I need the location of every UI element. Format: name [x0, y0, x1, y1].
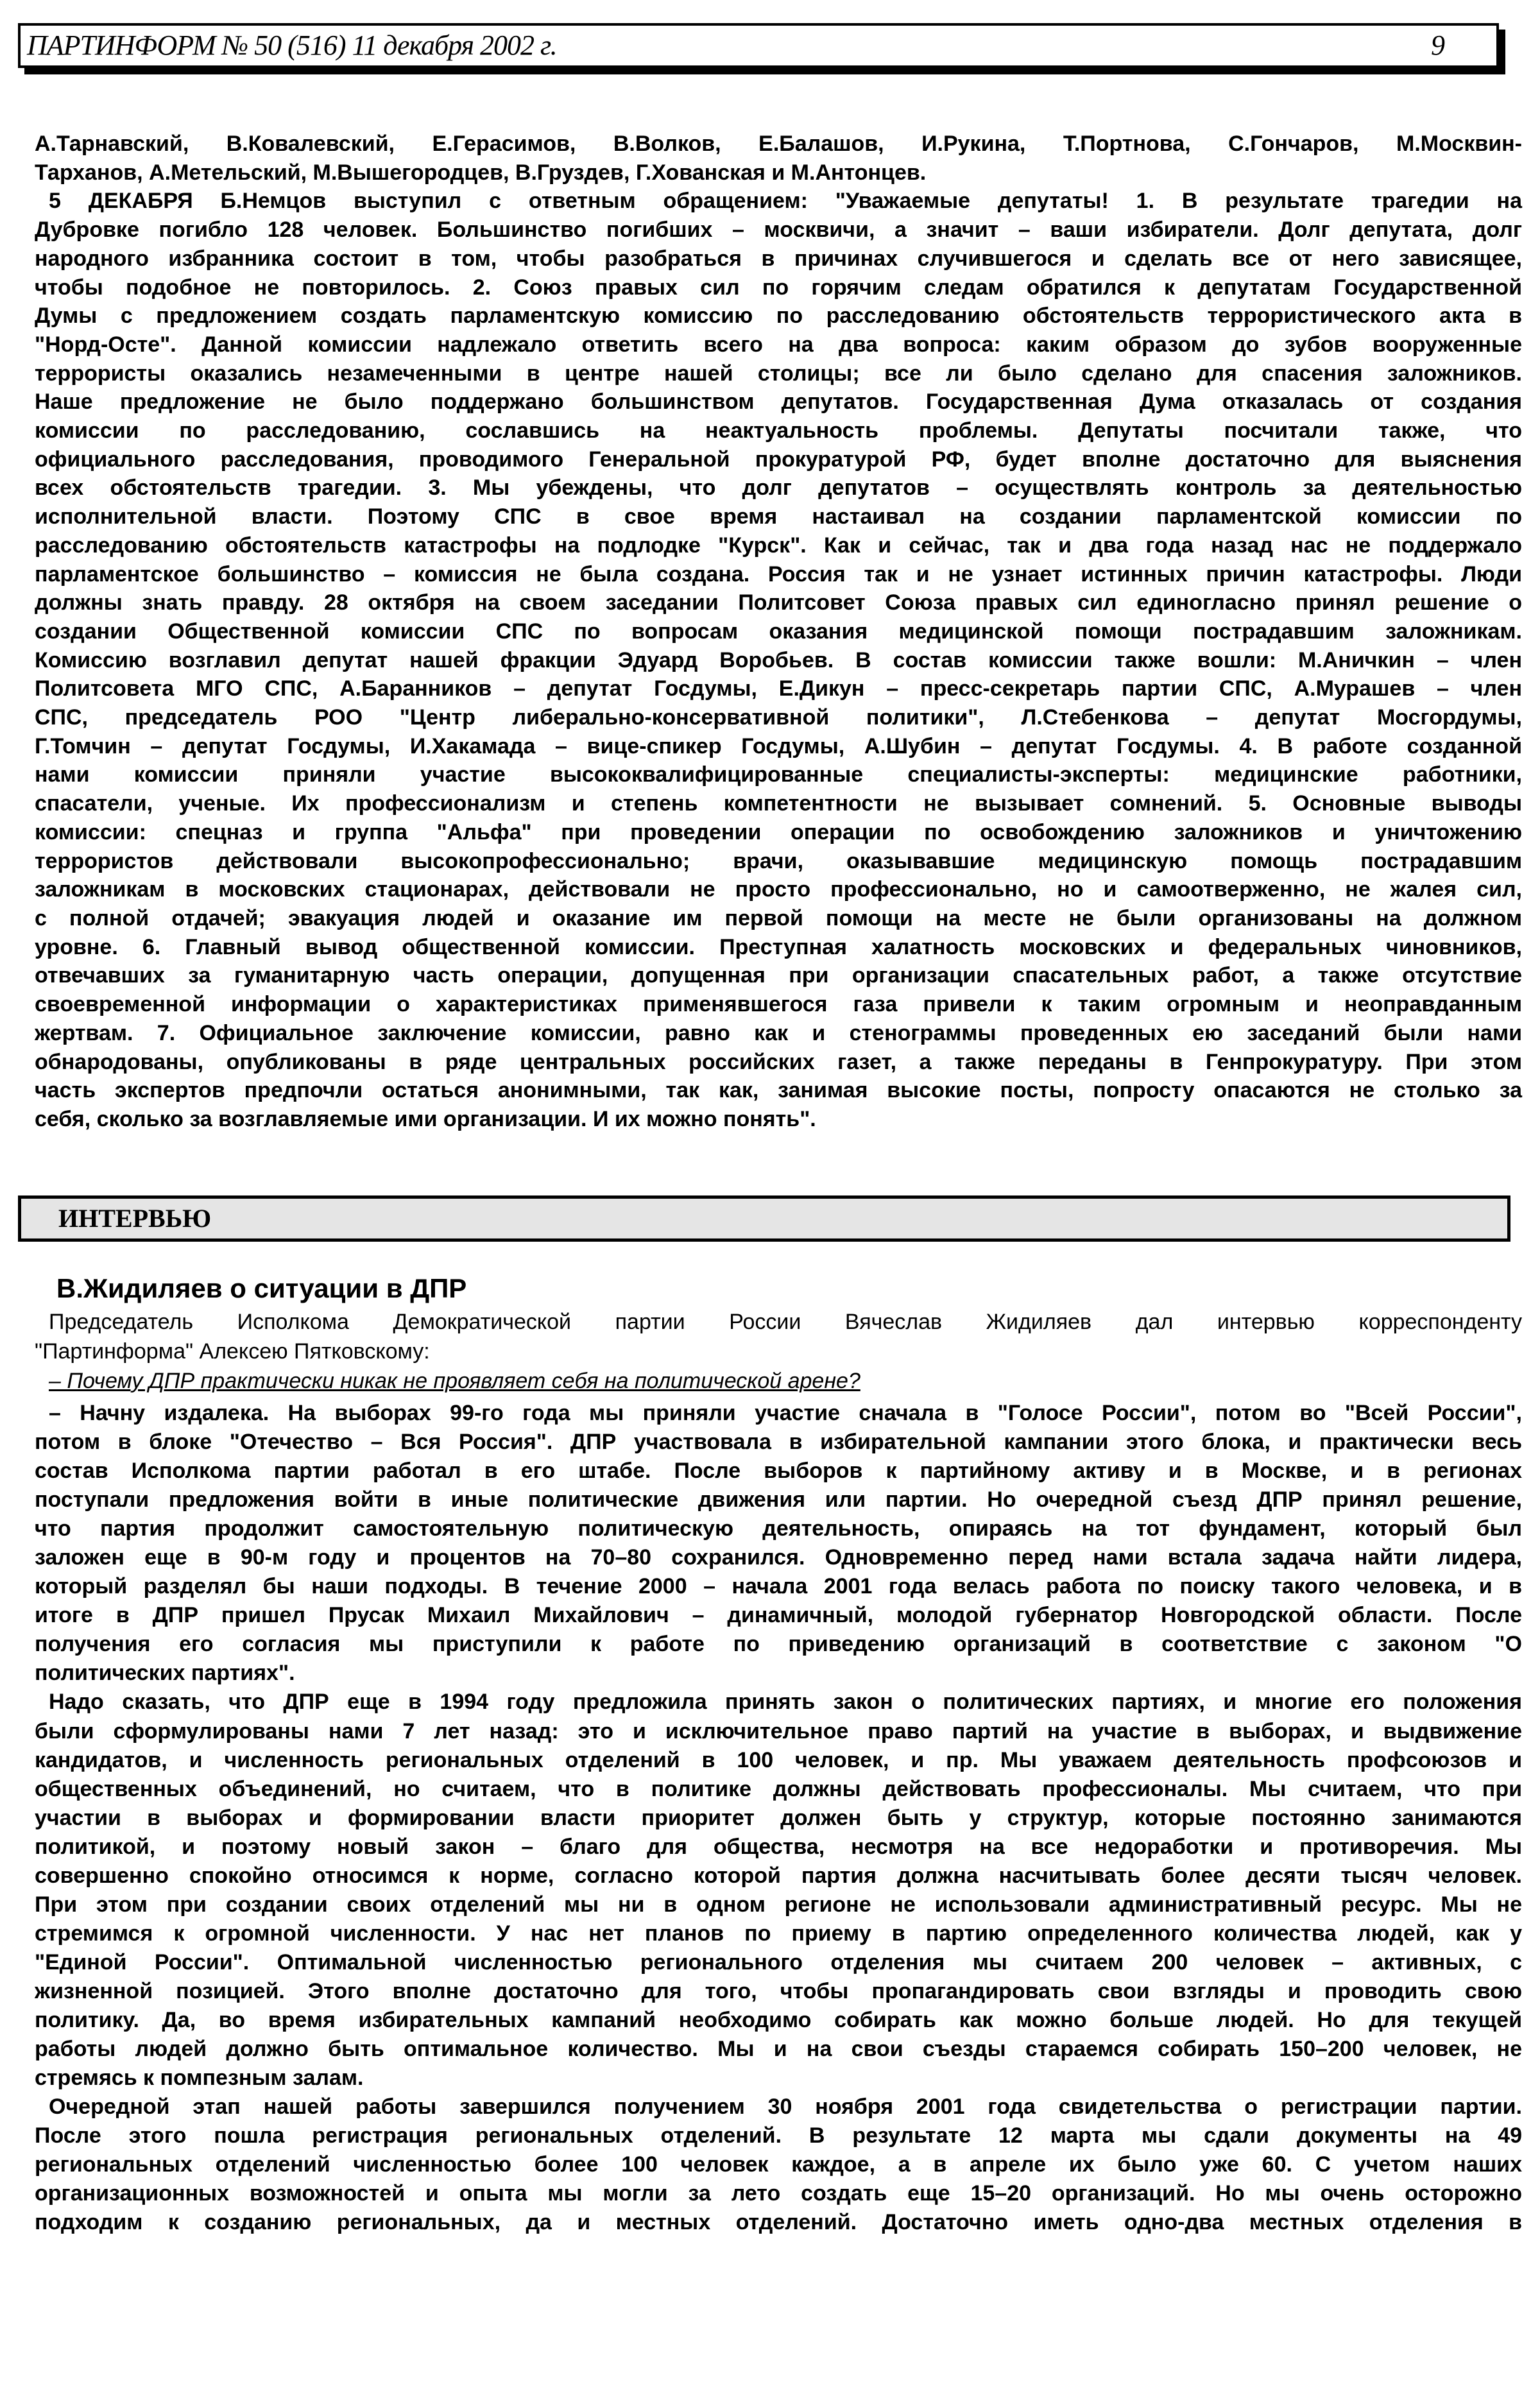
text-line: всех обстоятельств трагедии. 3. Мы убеждены, что долг депутатов – осуществлять контроль за деятельностью — [35, 476, 1522, 501]
text-line: что партия продолжит самостоятельную политическую деятельность, опираясь на тот фундамент, который был — [35, 1516, 1522, 1541]
text-line: региональных отделений численностью более 100 человек каждое, а в апреле их было уже 60. С учетом наших — [35, 2152, 1522, 2177]
text-line: комиссии по расследованию, сославшись на неактуальность проблемы. Депутаты посчитали также, что — [35, 418, 1522, 443]
text-line: своевременной информации о характеристиках применявшегося газа привели к таким огромным и неоправданным — [35, 992, 1522, 1017]
interview-answer — [35, 1399, 1522, 2237]
text-line: стремимся к огромной численности. У нас нет планов по приему в партию определенного количества людей, как у — [35, 1921, 1522, 1946]
text-line: себя, сколько за возглавляемые ими организации. И их можно понять". — [35, 1106, 816, 1131]
text-line: который разделял бы наши подходы. В течение 2000 – начала 2001 года велась работа по поиску такого человека, и в — [35, 1574, 1522, 1599]
text-line: комиссии: спецназ и группа "Альфа" при проведении операции по освобождению заложников и уничтожению — [35, 819, 1522, 844]
text-line: состав Исполкома партии работал в его штабе. После выборов к партийному активу и в Москве, и в регионах — [35, 1459, 1522, 1484]
text-line: террористы оказались незамеченными в центре нашей столицы; все ли было сделано для спасения заложников. — [35, 361, 1522, 386]
text-line: расследованию обстоятельств катастрофы на подлодке "Курск". Как и сейчас, так и два года назад нас не поддержало — [35, 533, 1522, 558]
text-line: А.Тарнавский, В.Ковалевский, Е.Герасимов, В.Волков, Е.Балашов, И.Рукина, Т.Портнова, С.Гончаров, М.Москвин- — [35, 132, 1522, 156]
text-line: 5 ДЕКАБРЯ Б.Немцов выступил с ответным обращением: "Уважаемые депутаты! 1. В результате трагедии на — [49, 189, 1522, 214]
text-line: СПС, председатель РОО "Центр либерально-консервативной политики", Л.Стебенкова – депутат Мосгордумы, — [35, 705, 1522, 730]
text-line: заложен еще в 90-м году и процентов на 70–80 сохранился. Одновременно перед нами встала задача найти лидера, — [35, 1545, 1522, 1570]
text-line: участии в выборах и формировании власти приоритет должен быть у структур, которые постоянно занимаются — [35, 1805, 1522, 1830]
text-line: спасатели, ученые. Их профессионализм и степень компетентности не вызывает сомнений. 5. Основные выводы — [35, 791, 1522, 816]
text-line: "Норд-Осте". Данной комиссии надлежало ответить всего на два вопроса: каким образом до зубов вооруженные — [35, 332, 1522, 357]
text-line: должны знать правду. 28 октября на своем заседании Политсовет Союза правых сил единогласно принял решение о — [35, 590, 1522, 615]
text-line: чтобы подобное не повторилось. 2. Союз правых сил по горячим следам обратился к депутатам Государственной — [35, 275, 1522, 300]
article-title: В.Жидиляев о ситуации в ДПР — [56, 1273, 467, 1303]
text-line: подходим к созданию региональных, да и местных отделений. Достаточно иметь одно-два местных отделения в — [35, 2210, 1522, 2235]
text-line: поступали предложения войти в иные политические движения или партии. Но очередной съезд ДПР принял решение, — [35, 1487, 1522, 1512]
intro-line: Председатель Исполкома Демократической партии России Вячеслав Жидиляев дал интервью корреспонденту — [49, 1310, 1522, 1334]
text-line: общественных объединений, но считаем, что в политике должны действовать профессионалы. Мы считаем, что при — [35, 1776, 1522, 1801]
text-line: Комиссию возглавил депутат нашей фракции Эдуард Воробьев. В состав комиссии также вошли: М.Аничкин – член — [35, 647, 1522, 673]
text-line: создании Общественной комиссии СПС по вопросам оказания медицинской помощи пострадавшим заложникам. — [35, 619, 1522, 644]
text-line: При этом при создании своих отделений мы ни в одном регионе не использовали административный ресурс. Мы не — [35, 1892, 1522, 1917]
article-intro — [35, 1307, 1522, 1396]
text-line: были сформулированы нами 7 лет назад: это и исключительное право партий на участие в выборах, и выдвижение — [35, 1718, 1522, 1744]
text-line: жертвам. 7. Официальное заключение комиссии, равно как и стенограммы проведенных ею заседаний были нами — [35, 1020, 1522, 1045]
text-line: Тарханов, А.Метельский, М.Вышегородцев, В.Груздев, Г.Хованская и М.Антонцев. — [35, 160, 927, 185]
text-line: народного избранника состоит в том, чтобы разобраться в причинах случившегося и сделать все от него зависящее, — [35, 246, 1522, 271]
intro-line: "Партинформа" Алексею Пятковскому: — [35, 1339, 430, 1364]
text-line: Г.Томчин – депутат Госдумы, И.Хакамада – вице-спикер Госдумы, А.Шубин – депутат Госдумы. 4. В работе созданной — [35, 733, 1522, 758]
text-line: заложникам в московских стационарах, действовали не просто профессионально, но и самоотверженно, не жалея сил, — [35, 877, 1522, 902]
interview-question — [35, 1366, 1522, 1396]
text-line: террористов действовали высокопрофессионально; врачи, оказывавшие медицинскую помощь пострадавшим — [35, 848, 1522, 873]
page-header — [18, 23, 1499, 68]
text-line: жизненной позицией. Этого вполне достаточно для того, чтобы пропагандировать свои взгляды и проводить свою — [35, 1978, 1522, 2003]
text-line: Надо сказать, что ДПР еще в 1994 году предложила принять закон о политических партиях, и многие его положения — [49, 1690, 1522, 1715]
text-line: официального расследования, проводимого Генеральной прокуратурой РФ, будет вполне достаточно для выяснения — [35, 447, 1522, 472]
text-line: исполнительной власти. Поэтому СПС в свое время настаивал на создании парламентской комиссии по — [35, 504, 1522, 529]
text-line: политических партиях". — [35, 1661, 295, 1686]
text-line: "Единой России". Оптимальной численностью регионального отделения мы считаем 200 человек – активных, с — [35, 1949, 1522, 1975]
text-line: нами комиссии приняли участие высококвалифицированные специалисты-эксперты: медицинские работники, — [35, 762, 1522, 787]
text-line: работы людей должно быть оптимальное количество. Мы и на свои съезды стараемся собирать 150–200 человек, не — [35, 2037, 1522, 2062]
section-label: ИНТЕРВЬЮ — [58, 1204, 212, 1233]
text-line: стремясь к помпезным залам. — [35, 2066, 364, 2091]
text-line: политику. Да, во время избирательных кампаний необходимо собирать как можно больше людей. Но для текущей — [35, 2007, 1522, 2032]
text-line: После этого пошла регистрация региональных отделений. В результате 12 марта мы сдали документы на 49 — [35, 2123, 1522, 2148]
text-line: совершенно спокойно относимся к норме, согласно которой партия должна насчитывать более десяти тысяч человек. — [35, 1863, 1522, 1888]
text-line: парламентское большинство – комиссия не была создана. Россия так и не узнает истинных причин катастрофы. Люди — [35, 561, 1522, 587]
page-number: 9 — [1431, 30, 1445, 61]
text-line: Наше предложение не было поддержано большинством депутатов. Государственная Дума отказалась от создания — [35, 390, 1522, 415]
text-line: отвечавших за гуманитарную часть операции, допущенная при организации спасательных работ, а также отсутствие — [35, 963, 1522, 988]
question-text: – Почему ДПР практически никак не проявляет себя на политической арене? — [49, 1369, 860, 1393]
text-line: уровне. 6. Главный вывод общественной комиссии. Преступная халатность московских и федеральных чиновников, — [35, 934, 1522, 959]
text-line: Очередной этап нашей работы завершился получением 30 ноября 2001 года свидетельства о регистрации партии. — [49, 2095, 1522, 2120]
text-line: организационных возможностей и опыта мы могли за лето создать еще 15–20 организаций. Но мы очень осторожно — [35, 2181, 1522, 2206]
newspaper-issue-title: ПАРТИНФОРМ № 50 (516) 11 декабря 2002 г. — [27, 30, 557, 61]
text-line: кандидатов, и численность региональных отделений в 100 человек, и пр. Мы уважаем деятельность профсоюзов и — [35, 1747, 1522, 1772]
text-line: политикой, и поэтому новый закон – благо для общества, несмотря на все недоработки и противоречия. Мы — [35, 1834, 1522, 1859]
text-line: итоге в ДПР пришел Прусак Михаил Михайлович – динамичный, молодой губернатор Новгородской области. После — [35, 1603, 1522, 1628]
text-line: Политсовета МГО СПС, А.Баранников – депутат Госдумы, Е.Дикун – пресс-секретарь партии СПС, А.Мурашев – член — [35, 676, 1522, 701]
text-line: получения его согласия мы приступили к работе по приведению организаций в соответствие с законом "О — [35, 1632, 1522, 1657]
text-line: Дубровке погибло 128 человек. Большинство погибших – москвичи, а значит – ваши избиратели. Долг депутата, долг — [35, 218, 1522, 243]
article-continuation — [35, 130, 1522, 1134]
section-banner — [18, 1195, 1510, 1242]
text-line: потом в блоке "Отечество – Вся Россия". ДПР участвовала в избирательной кампании этого блока, и практически весь — [35, 1430, 1522, 1455]
text-line: с полной отдачей; эвакуация людей и оказание им первой помощи на месте не были организованы на должном — [35, 905, 1522, 930]
text-line: обнародованы, опубликованы в ряде центральных российских газет, а также переданы в Генпрокуратуру. При этом — [35, 1049, 1522, 1074]
text-line: Думы с предложением создать парламентскую комиссию по расследованию обстоятельств террористического акта в — [35, 304, 1522, 329]
text-line: – Начну издалека. На выборах 99-го года мы приняли участие сначала в "Голосе России", потом во "Всей России", — [49, 1401, 1522, 1425]
text-line: часть экспертов предпочли остаться анонимными, так как, занимая высокие посты, попросту опасаются не столько за — [35, 1078, 1522, 1103]
